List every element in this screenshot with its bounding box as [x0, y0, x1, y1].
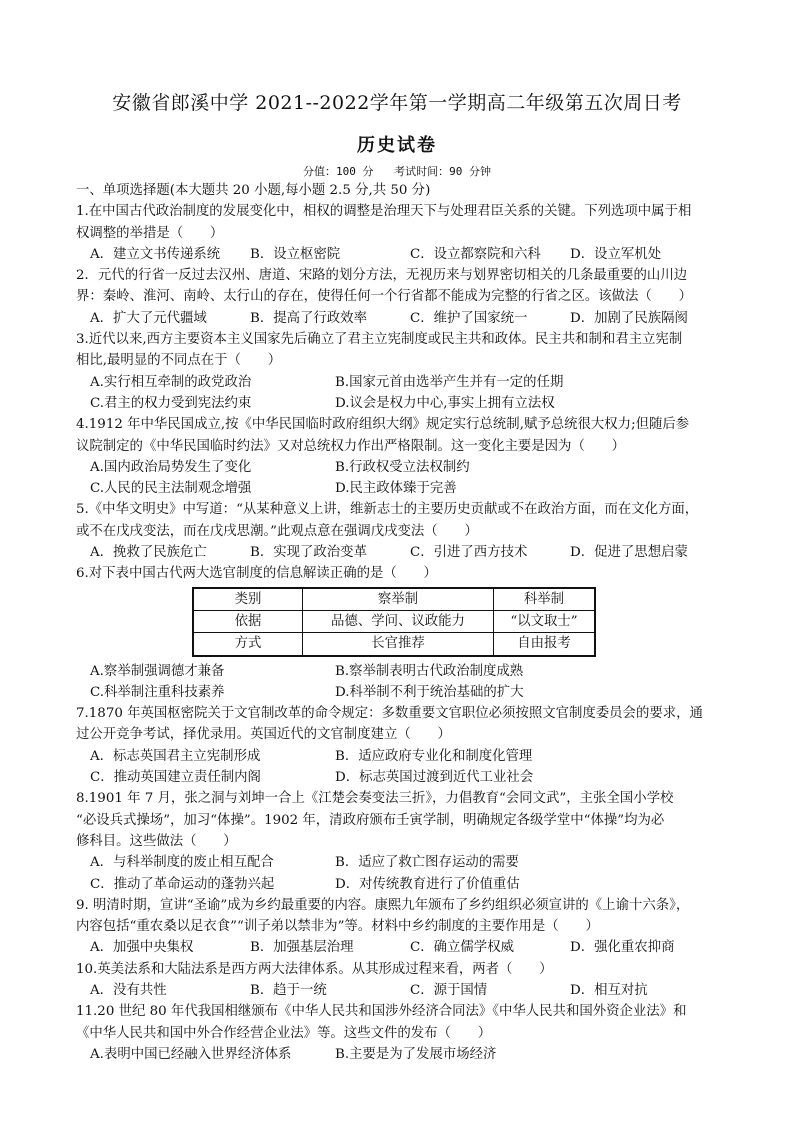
option-b: B.国家元首由选举产生并有一定的任期: [335, 374, 564, 390]
options: [76, 372, 726, 393]
options: [76, 937, 726, 958]
question-text: 相比,最明显的不同点在于（ ）: [76, 353, 282, 369]
option-c: C.君主的权力受到宪法约束: [90, 395, 252, 411]
option-d: D.科举制不利于统治基础的扩大: [335, 684, 524, 700]
table-cell: 长官推荐: [303, 633, 494, 656]
question-text: “必设兵式操场”，加习“体操”。1902 年，清政府颁布壬寅学制，明确规定各级学堂中“体操”均为必: [76, 812, 665, 828]
question-text: 《中华人民共和国中外合作经营企业法》等。这些文件的发布（ ）: [76, 1025, 492, 1041]
option-b: B.察举制表明古代政治制度成熟: [335, 663, 524, 679]
option-a: A．扩大了元代疆域: [90, 310, 207, 326]
option-a: A.表明中国已经融入世界经济体系: [90, 1046, 292, 1062]
option-c: C．引进了西方技术: [410, 545, 528, 561]
options: [76, 767, 726, 788]
option-a: A.国内政治局势发生了变化: [90, 459, 252, 475]
option-d: D．标志英国过渡到近代工业社会: [335, 770, 534, 786]
option-c: C．维护了国家统一: [410, 310, 528, 326]
option-b: B．适应了救亡图存运动的需要: [335, 855, 519, 871]
option-a: A.实行相互牵制的政党政治: [90, 374, 252, 390]
table-header-row: [193, 588, 595, 611]
question-2: [76, 265, 726, 329]
option-a: A．建立文书传递系统: [90, 246, 221, 262]
table-cell: 依据: [193, 610, 303, 632]
table-cell: 察举制: [303, 588, 494, 611]
table-cell: 科举制: [494, 588, 596, 611]
exam-subject: 历史试卷: [357, 135, 437, 156]
option-b: B．趋于一统: [250, 982, 327, 998]
question-9: [76, 895, 726, 959]
option-a: A．与科举制度的废止相互配合: [90, 855, 274, 871]
option-d: D.民主政体臻于完善: [335, 481, 457, 497]
options: [76, 852, 726, 873]
option-b: B．设立枢密院: [250, 246, 341, 262]
option-a: A．标志英国君主立宪制形成: [90, 748, 261, 764]
option-d: D.议会是权力中心,事实上拥有立法权: [335, 395, 555, 411]
option-d: D．强化重农抑商: [570, 940, 675, 956]
question-3: [76, 329, 726, 414]
question-text: 界：秦岭、淮河、南岭、太行山的存在，使得任何一个行省都不能成为完整的行省之区。该做法（ ）: [76, 289, 692, 305]
question-6: [76, 563, 726, 703]
question-text: 3.近代以来,西方主要资本主义国家先后确立了君主立宪制度或民主共和政体。民主共和制和君主立宪制: [76, 332, 683, 348]
table-cell: 方式: [193, 633, 303, 656]
option-a: A．挽救了民族危亡: [90, 545, 207, 561]
question-text: 内容包括“重农桑以足衣食”“训子弟以禁非为”等。材料中乡约制度的主要作用是（ ）: [76, 919, 599, 935]
table-row: [193, 610, 595, 632]
option-b: B．适应政府专业化和制度化管理: [335, 748, 533, 764]
question-text: 权调整的举措是（ ）: [76, 225, 224, 241]
option-b: B．提高了行政效率: [250, 310, 367, 326]
options: [76, 457, 726, 478]
exam-meta: [0, 163, 794, 179]
question-5: [76, 499, 726, 563]
option-d: D．加剧了民族隔阂: [570, 310, 688, 326]
option-c: C．设立都察院和六科: [410, 246, 541, 262]
question-text: 10.英美法系和大陆法系是西方两大法律体系。从其形成过程来看，两者（ ）: [76, 961, 553, 977]
options: [76, 682, 726, 703]
option-c: C.人民的民主法制观念增强: [90, 481, 252, 497]
options: [76, 746, 726, 767]
question-text: 11.20 世纪 80 年代我国相继颁布《中华人民共和国涉外经济合同法》《中华人民共和国外资企业法》和: [76, 1004, 687, 1020]
table-cell: 自由报考: [494, 633, 596, 656]
question-text: 8.1901 年 7 月，张之洞与刘坤一合上《江楚会奏变法三折》，力倡教育“会同文武”，主张全国小学校: [76, 791, 674, 807]
option-d: D．相互对抗: [570, 982, 648, 998]
option-a: A.察举制强调德才兼备: [90, 663, 225, 679]
options: [76, 1044, 726, 1065]
question-text: 9. 明清时期，宣讲“圣谕”成为乡约最重要的内容。康熙九年颁布了乡约组织必须宣讲的《上谕十六条》，: [76, 897, 690, 913]
question-text: 过公开竞争考试，择优录用。英国近代的文官制度建立（ ）: [76, 727, 451, 743]
question-text: 修科目。这些做法（ ）: [76, 833, 237, 849]
option-d: D．设立军机处: [570, 246, 662, 262]
options: [76, 874, 726, 895]
question-list: [76, 180, 726, 1065]
question-1: [76, 201, 726, 265]
table-cell: 类别: [193, 588, 303, 611]
question-4: [76, 414, 726, 499]
question-10: [76, 959, 726, 1002]
question-text: 议院制定的《中华民国临时约法》又对总统权力作出严格限制。这一变化主要是因为（ ）: [76, 438, 626, 454]
option-a: A．加强中央集权: [90, 940, 194, 956]
options: [76, 308, 726, 329]
option-d: D．对传统教育进行了价值重估: [335, 876, 520, 892]
option-d: D．促进了思想启蒙: [570, 545, 688, 561]
option-a: A．没有共性: [90, 982, 167, 998]
exam-title: 安徽省郎溪中学 2021--2022学年第一学期高二年级第五次周日考: [112, 92, 682, 114]
table-row: [193, 633, 595, 656]
option-c: C．源于国情: [410, 982, 488, 998]
option-c: C．推动英国建立责任制内阁: [90, 770, 261, 786]
question-text: 或不在戊戌变法，而在戊戌思潮。”此观点意在强调戊戌变法（ ）: [76, 523, 478, 539]
options: [76, 661, 726, 682]
options: [76, 393, 726, 414]
option-b: B.主要是为了发展市场经济: [335, 1046, 497, 1062]
score-label: 分值：100 分: [303, 165, 374, 178]
option-c: C．推动了革命运动的蓬勃兴起: [90, 876, 275, 892]
question-text: 7.1870 年英国枢密院关于文官制改革的命令规定：多数重要文官职位必须按照文官制度委员会的要求，通: [76, 706, 703, 722]
table-cell: “以文取士”: [494, 610, 596, 632]
options: [76, 244, 726, 265]
question-text: 5.《中华文明史》中写道：“从某种意义上讲，维新志士的主要历史贡献或不在政治方面，而在文化方面，: [76, 502, 699, 518]
question-11: [76, 1001, 726, 1065]
option-b: B．实现了政治变革: [250, 545, 367, 561]
options: [76, 980, 726, 1001]
option-b: B．加强基层治理: [250, 940, 354, 956]
selection-system-table: [192, 587, 596, 657]
time-label: 考试时间：90 分钟: [394, 165, 491, 178]
question-text: 2．元代的行省一反过去汉州、唐道、宋路的划分方法，无视历来与划界密切相关的几条最重要的山川边: [76, 268, 688, 284]
options: [76, 478, 726, 499]
option-c: C.科举制注重科技素养: [90, 684, 225, 700]
option-c: C．确立儒学权威: [410, 940, 514, 956]
question-text: 6.对下表中国古代两大选官制度的信息解读正确的是（ ）: [76, 566, 437, 582]
question-text: 4.1912 年中华民国成立,按《中华民国临时政府组织大纲》规定实行总统制,赋予总统很大权力;但随后参: [76, 417, 690, 433]
option-b: B.行政权受立法权制约: [335, 459, 470, 475]
table-cell: 品德、学问、议政能力: [303, 610, 494, 632]
question-8: [76, 788, 726, 894]
question-text: 1.在中国古代政治制度的发展变化中，相权的调整是治理天下与处理君臣关系的关键。下列选项中属于相: [76, 204, 692, 220]
options: [76, 542, 726, 563]
question-7: [76, 703, 726, 788]
section-heading: 一、单项选择题(本大题共 20 小题,每小题 2.5 分,共 50 分): [76, 183, 431, 198]
